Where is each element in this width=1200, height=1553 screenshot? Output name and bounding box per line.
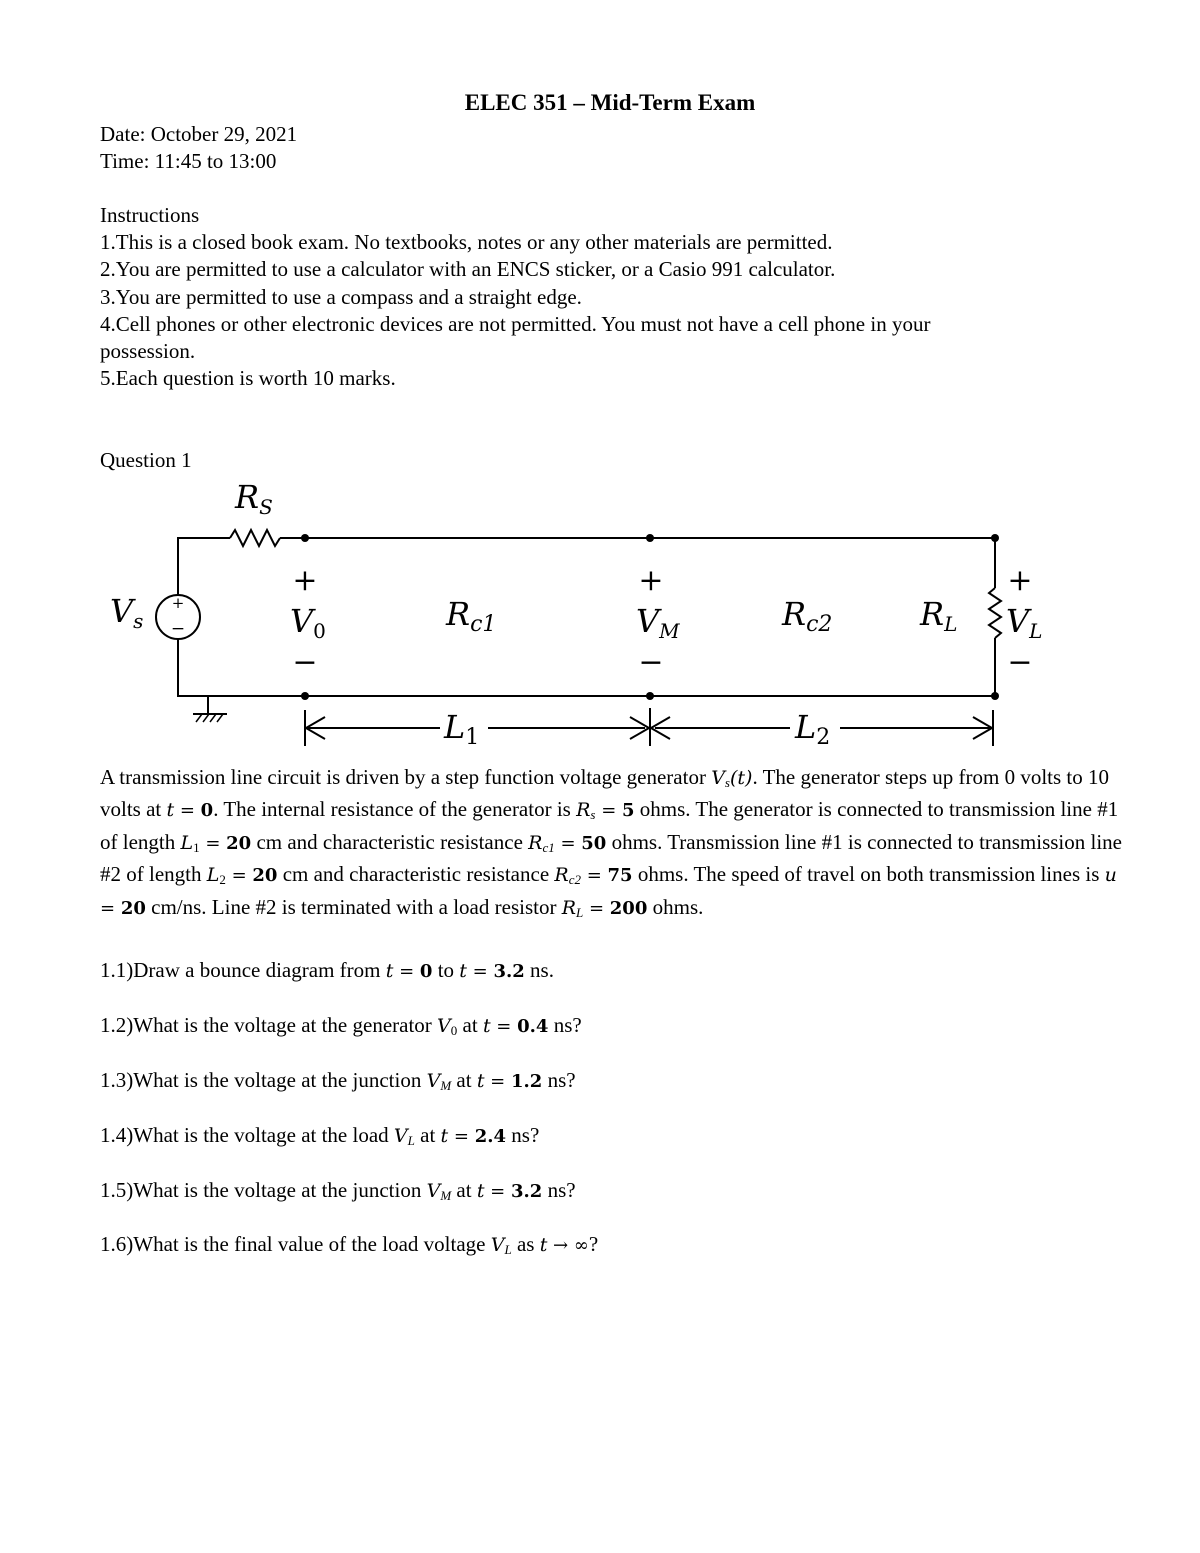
instructions-heading: Instructions — [100, 203, 200, 227]
part-1-2: 1.2)What is the voltage at the generator $V_0$ at t = 0.4 ns? — [100, 1013, 582, 1038]
label-vl: V — [1006, 602, 1030, 640]
label-rs-sub: S — [259, 495, 273, 519]
vl-minus: − — [1007, 645, 1033, 680]
question-heading: Question 1 — [100, 448, 192, 472]
instruction-item: 2.You are permitted to use a calculator with an ENCS sticker, or a Casio 991 calculator. — [100, 257, 836, 281]
label-rc2: R — [782, 595, 807, 633]
v0-plus: + — [292, 563, 318, 598]
label-rs: R — [235, 478, 260, 516]
resistor-rs-icon — [230, 530, 280, 546]
svg-text:L2 — [794, 708, 830, 750]
instruction-item: 4.Cell phones or other electronic devices are not permitted. You must not have a cell phone in your — [100, 312, 931, 336]
resistor-rl-icon — [989, 588, 1001, 638]
label-rc1: R — [446, 595, 471, 633]
svg-text:RS — [234, 478, 273, 519]
part-1-4: 1.4)What is the voltage at the load $V_L$ at t = 2.4 ns? — [100, 1123, 540, 1148]
question-description: A transmission line circuit is driven by a step function voltage generator $V_s(t)$. The generator steps up from 0 volts to 10 volts at t = 0. The internal resistance of the generator is $R_s = 5$ ohms. The generator is connected to transmission line #1 of length $L_1 = 20$ cm and characteristic resistance $R_{c1} = 50$ ohms. Transmission line #1 is connected to transmission line #2 of length $L_2 = 20$ cm and characteristic resistance $R_{c2} = 75$ ohms. The speed of travel on both transmission lines is u = 20 cm/ns. Line #2 is terminated with a load resistor $R_L = 200$ ohms. — [100, 765, 1122, 920]
instruction-item: 1.This is a closed book exam. No textbooks, notes or any other materials are permitted. — [100, 230, 833, 254]
svg-text:L1 — [443, 708, 479, 750]
label-rl-sub: L — [944, 612, 958, 636]
instruction-item: 3.You are permitted to use a compass and a straight edge. — [100, 285, 582, 309]
label-rc2-sub: c2 — [806, 612, 833, 637]
label-vl-sub: L — [1029, 619, 1043, 643]
part-1-5: 1.5)What is the voltage at the junction $V_M$ at t = 3.2 ns? — [100, 1178, 576, 1203]
circuit-diagram — [0, 470, 1200, 750]
label-vs-sub: s — [133, 609, 144, 633]
label-rc1-sub: c1 — [470, 612, 497, 637]
svg-text:VL — [1006, 602, 1042, 643]
label-v0: V — [290, 602, 314, 640]
label-l1-sub: 1 — [465, 725, 480, 750]
label-rl: R — [920, 595, 945, 633]
svg-text:Rc1 — [445, 595, 496, 637]
svg-text:Rc2 — [781, 595, 832, 637]
part-1-3: 1.3)What is the voltage at the junction $V_M$ at t = 1.2 ns? — [100, 1068, 576, 1093]
exam-time: Time: 11:45 to 13:00 — [100, 149, 277, 173]
label-vm-sub: M — [659, 619, 680, 643]
svg-text:V0 — [290, 602, 326, 643]
svg-text:RL — [919, 595, 957, 636]
exam-date: Date: October 29, 2021 — [100, 122, 298, 146]
vl-plus: + — [1007, 563, 1033, 598]
part-1-1: 1.1)Draw a bounce diagram from t = 0 to t = 3.2 ns. — [100, 958, 554, 982]
svg-text:VM — [636, 602, 680, 643]
instruction-item: possession. — [100, 339, 196, 363]
part-1-6: 1.6)What is the final value of the load voltage $V_L$ as t → ∞? — [100, 1232, 599, 1257]
instruction-item: 5.Each question is worth 10 marks. — [100, 366, 396, 390]
vm-plus: + — [638, 563, 664, 598]
label-vm: V — [636, 602, 660, 640]
exam-title: ELEC 351 – Mid-Term Exam — [464, 90, 756, 115]
label-l1: L — [444, 708, 466, 746]
svg-text:Vs — [110, 592, 143, 633]
vm-minus: − — [638, 645, 664, 680]
label-l2-sub: 2 — [816, 725, 831, 750]
label-l2: L — [795, 708, 817, 746]
label-v0-sub: 0 — [313, 619, 326, 643]
source-minus-sign: − — [170, 619, 186, 639]
v0-minus: − — [292, 645, 318, 680]
source-plus-sign: + — [171, 594, 185, 612]
label-vs: V — [110, 592, 134, 630]
